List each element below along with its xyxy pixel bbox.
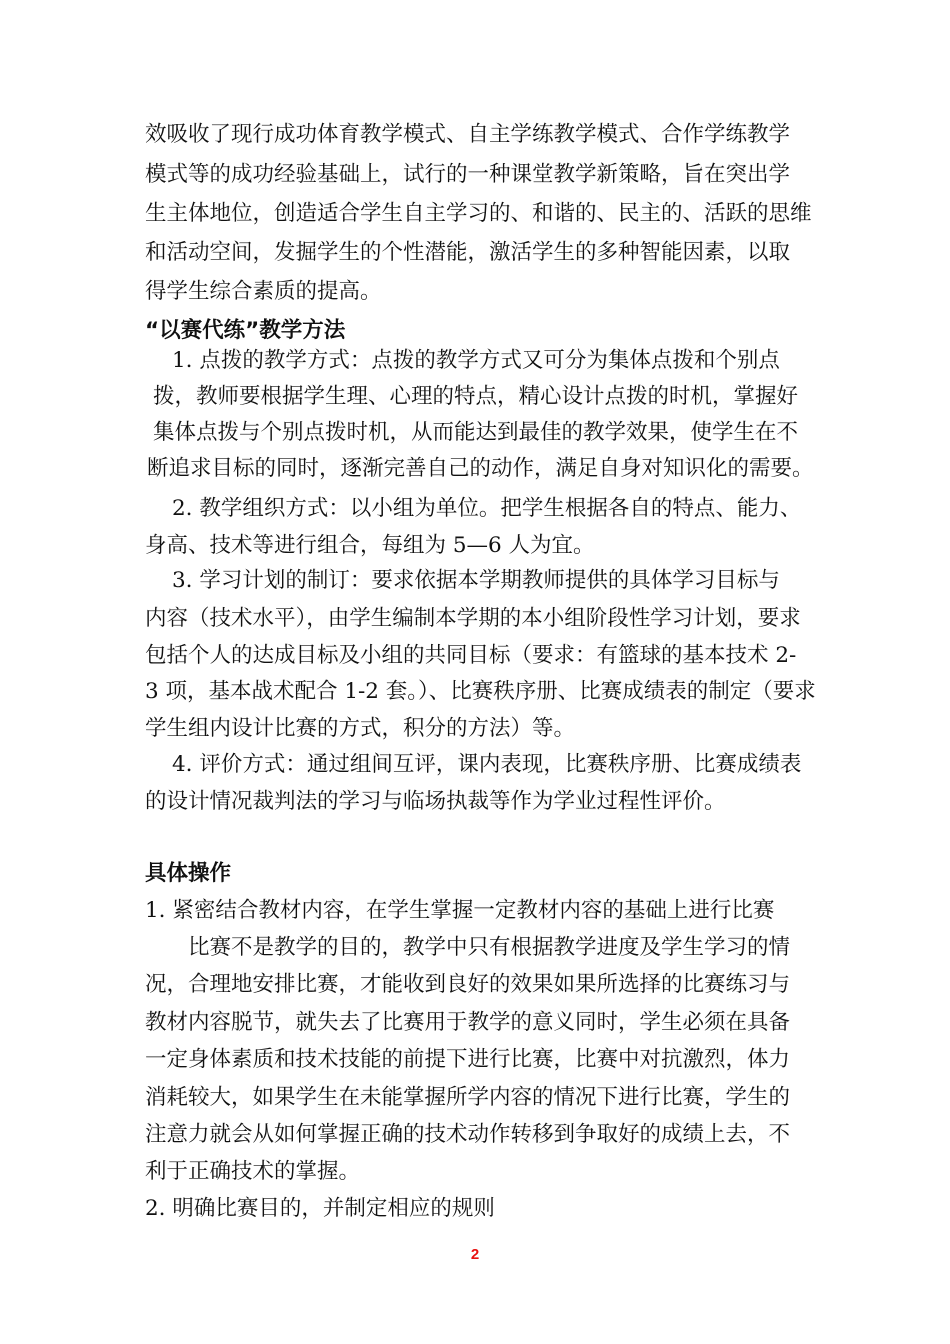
intro-line: 和活动空间，发掘学生的个性潜能，激活学生的多种智能因素，以取 [145,240,791,265]
operation-heading: 具体操作 [145,861,232,886]
operation-body-line: 况，合理地安排比赛，才能收到良好的效果如果所选择的比赛练习与 [145,972,791,997]
method-item-2-line: 2. 教学组织方式：以小组为单位。把学生根据各自的特点、能力、 [172,496,802,521]
intro-line: 模式等的成功经验基础上，试行的一种课堂教学新策略，旨在突出学 [145,162,791,187]
intro-line: 生主体地位，创造适合学生自主学习的、和谐的、民主的、活跃的思维 [145,201,812,226]
operation-body-line: 注意力就会从如何掌握正确的技术动作转移到争取好的成绩上去，不 [145,1122,791,1147]
method-item-1-line: 断追求目标的同时，逐渐完善自己的动作，满足自身对知识化的需要。 [147,456,814,481]
operation-body-line: 利于正确技术的掌握。 [145,1159,361,1184]
method-item-3-line: 3. 学习计划的制订：要求依据本学期教师提供的具体学习目标与 [172,568,780,593]
operation-item-2: 2. 明确比赛目的，并制定相应的规则 [145,1196,495,1221]
method-item-3-line: 包括个人的达成目标及小组的共同目标（要求：有篮球的基本技术 2- [145,643,797,668]
method-item-2-line: 身高、技术等进行组合，每组为 5—6 人为宜。 [145,533,595,558]
method-item-3-line: 学生组内设计比赛的方式，积分的方法）等。 [145,716,576,741]
method-item-1-line: 集体点拨与个别点拨时机，从而能达到最佳的教学效果，使学生在不 [153,420,799,445]
operation-body-line: 一定身体素质和技术技能的前提下进行比赛，比赛中对抗激烈，体力 [145,1047,791,1072]
method-item-1-line: 1. 点拨的教学方式：点拨的教学方式又可分为集体点拨和个别点 [172,348,780,373]
intro-line: 得学生综合素质的提高。 [145,279,382,304]
operation-body-line: 教材内容脱节，就失去了比赛用于教学的意义同时，学生必须在具备 [145,1010,791,1035]
method-item-3-line: 3 项，基本战术配合 1-2 套。）、比赛秩序册、比赛成绩表的制定（要求 [145,679,816,704]
operation-item-1: 1. 紧密结合教材内容，在学生掌握一定教材内容的基础上进行比赛 [145,898,775,923]
operation-body-line: 消耗较大，如果学生在未能掌握所学内容的情况下进行比赛，学生的 [145,1085,791,1110]
intro-line: 效吸收了现行成功体育教学模式、自主学练教学模式、合作学练教学 [145,122,791,147]
method-item-3-line: 内容（技术水平），由学生编制本学期的本小组阶段性学习计划，要求 [145,606,801,631]
page-number: 2 [470,1246,480,1263]
operation-body-line: 比赛不是教学的目的，教学中只有根据教学进度及学生学习的情 [188,935,791,960]
method-item-4-line: 4. 评价方式：通过组间互评，课内表现，比赛秩序册、比赛成绩表 [172,752,802,777]
method-item-4-line: 的设计情况裁判法的学习与临场执裁等作为学业过程性评价。 [145,789,726,814]
method-item-1-line: 拨，教师要根据学生理、心理的特点，精心设计点拨的时机，掌握好 [153,384,799,409]
method-heading: “以赛代练”教学方法 [145,318,346,343]
